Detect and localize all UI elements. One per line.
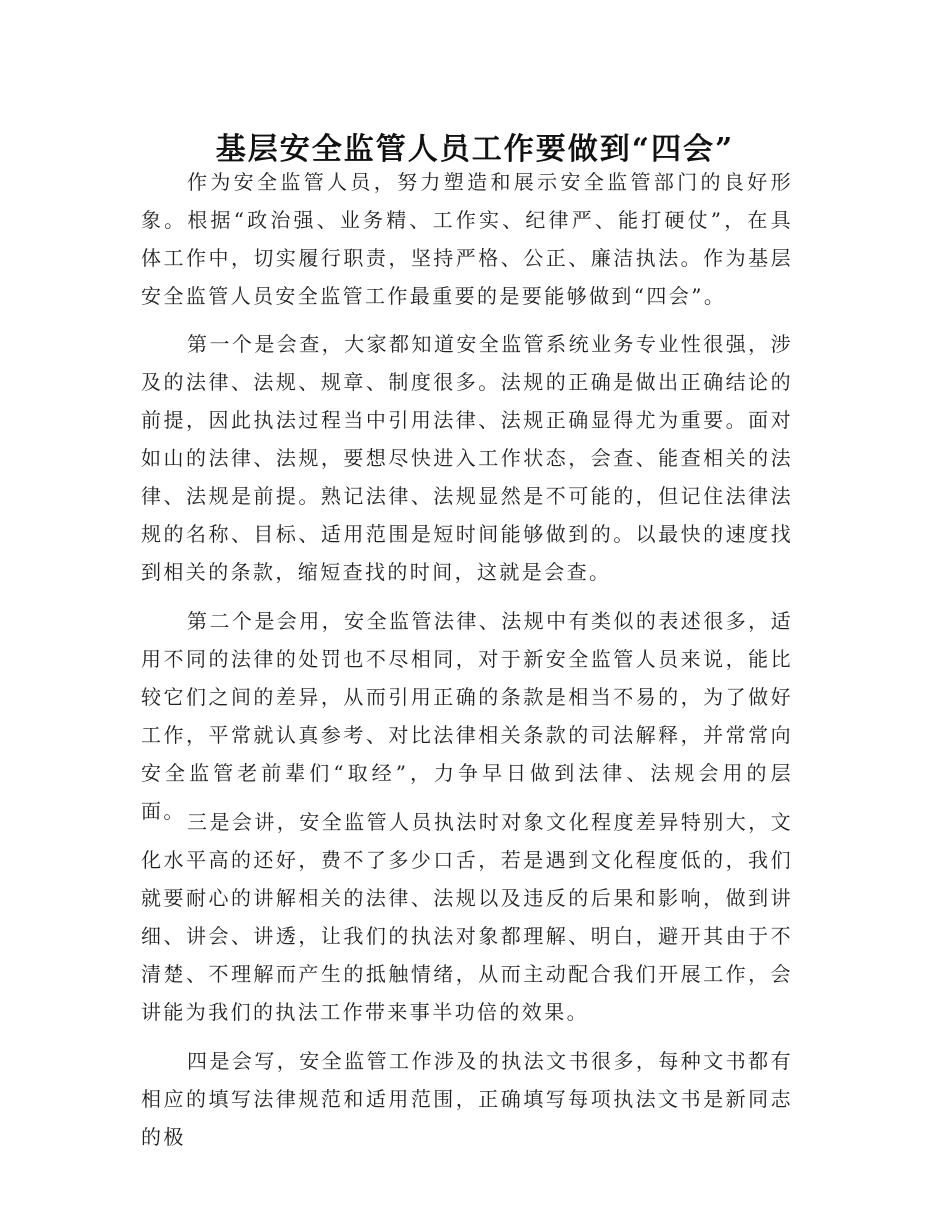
paragraph-hui-cha: 第一个是会查，大家都知道安全监管系统业务专业性很强，涉及的法律、法规、规章、制度很多。法规的正确是做出正确结论的前提，因此执法过程当中引用法律、法规正确显得尤为重要。面对如山的法律、法规，要想尽快进入工作状态，会查、能查相关的法律、法规是前提。熟记法律、法规显然是不可能的，但记住法律法规的名称、目标、适用范围是短时间能够做到的。以最快的速度找到相关的条款，缩短查找的时间，这就是会查。: [141, 332, 793, 584]
document-title: 基层安全监管人员工作要做到“四会”: [215, 132, 735, 168]
paragraph-hui-jiang: 三是会讲，安全监管人员执法时对象文化程度差异特别大，文化水平高的还好，费不了多少口舌，若是遇到文化程度低的，我们就要耐心的讲解相关的法律、法规以及违反的后果和影响，做到讲细、讲会、讲透，让我们的执法对象都理解、明白，避开其由于不清楚、不理解而产生的抵触情绪，从而主动配合我们开展工作，会讲能为我们的执法工作带来事半功倍的效果。: [141, 810, 793, 1024]
paragraph-hui-xie: 四是会写，安全监管工作涉及的执法文书很多，每种文书都有相应的填写法律规范和适用范围，正确填写每项执法文书是新同志的极: [141, 1049, 793, 1149]
paragraph-hui-yong: 第二个是会用，安全监管法律、法规中有类似的表述很多，适用不同的法律的处罚也不尽相同，对于新安全监管人员来说，能比较它们之间的差异，从而引用正确的条款是相当不易的，为了做好工作，平常就认真参考、对比法律相关条款的司法解释，并常常向安全监管老前辈们“取经”，力争早日做到法律、法规会用的层面。: [141, 609, 793, 823]
paragraph-intro: 作为安全监管人员，努力塑造和展示安全监管部门的良好形象。根据“政治强、业务精、工作实、纪律严、能打硬仗”，在具体工作中，切实履行职责，坚持严格、公正、廉洁执法。作为基层安全监管人员安全监管工作最重要的是要能够做到“四会”。: [141, 170, 793, 308]
